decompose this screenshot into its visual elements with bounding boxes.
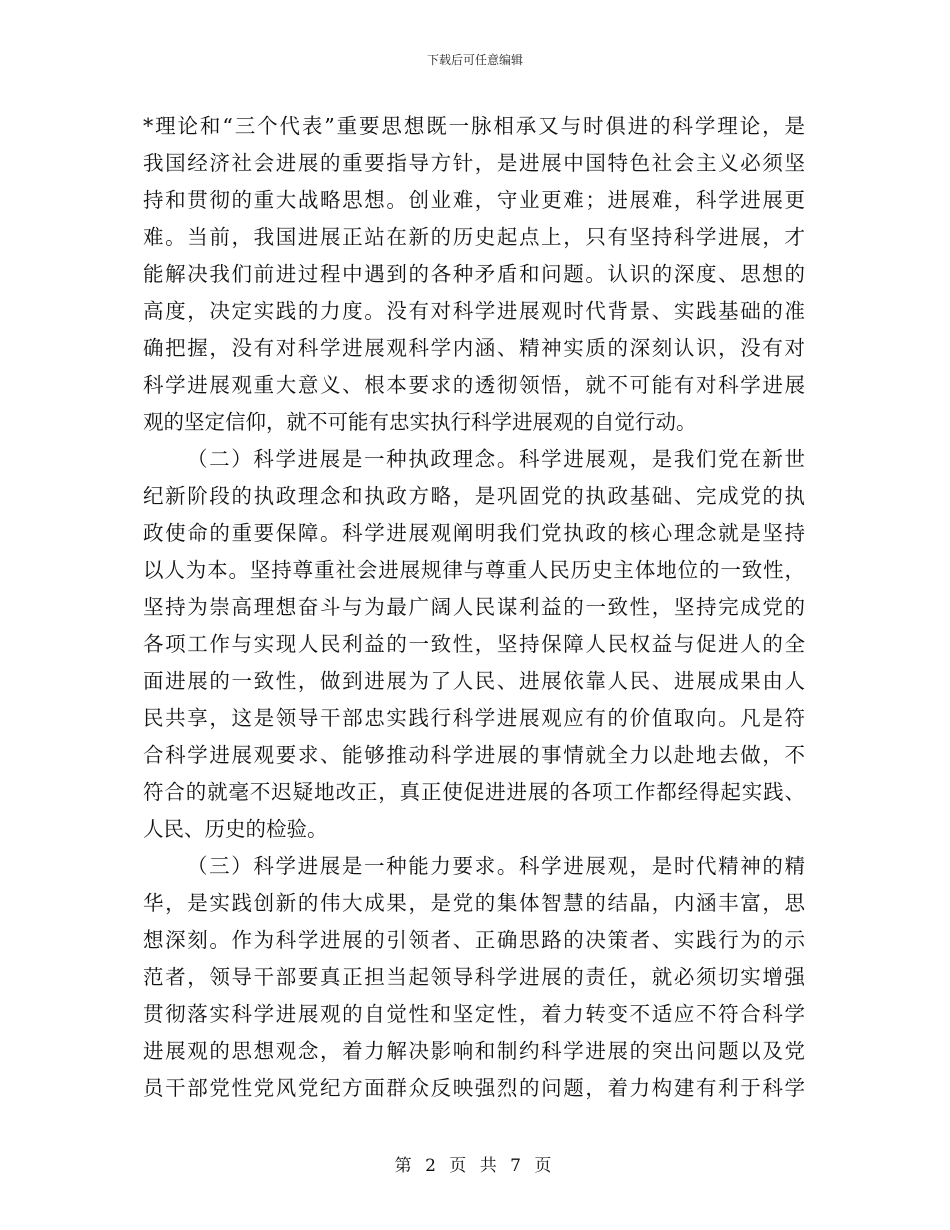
- text-line: 纪新阶段的执政理念和执政方略，是巩固党的执政基础、完成党的执: [143, 484, 805, 508]
- paragraph-start-line: （二）科学进展是一种执政理念。科学进展观，是我们党在新世: [187, 447, 805, 471]
- text-line: 科学进展观重大意义、根本要求的透彻领悟，就不可能有对科学进展: [143, 373, 805, 397]
- text-line: 范者，领导干部要真正担当起领导科学进展的责任，就必须切实增强: [143, 965, 805, 989]
- text-line: *理论和“三个代表”重要思想既一脉相承又与时俱进的科学理论，是: [143, 114, 805, 138]
- document-body: [143, 108, 805, 1107]
- page-number: 第 2 页 共 7 页: [394, 1156, 556, 1176]
- text-line: 确把握，没有对科学进展观科学内涵、精神实质的深刻认识，没有对: [143, 336, 805, 360]
- text-line: 我国经济社会进展的重要指导方针，是进展中国特色社会主义必须坚: [143, 151, 805, 175]
- text-line: 持和贯彻的重大战略思想。创业难，守业更难；进展难，科学进展更: [143, 188, 805, 212]
- text-line: 各项工作与实现人民利益的一致性，坚持保障人民权益与促进人的全: [143, 632, 805, 656]
- text-line: 符合的就毫不迟疑地改正，真正使促进进展的各项工作都经得起实践、: [143, 780, 805, 804]
- text-line: 政使命的重要保障。科学进展观阐明我们党执政的核心理念就是坚持: [143, 521, 805, 545]
- text-line: 观的坚定信仰，就不可能有忠实执行科学进展观的自觉行动。: [143, 410, 697, 434]
- text-line: 以人为本。坚持尊重社会进展规律与尊重人民历史主体地位的一致性，: [143, 558, 805, 582]
- text-line: 进展观的思想观念，着力解决影响和制约科学进展的突出问题以及党: [143, 1039, 805, 1063]
- text-line: 民共享，这是领导干部忠实践行科学进展观应有的价值取向。凡是符: [143, 706, 805, 730]
- paragraph-start-line: （三）科学进展是一种能力要求。科学进展观，是时代精神的精: [187, 854, 805, 878]
- text-line: 能解决我们前进过程中遇到的各种矛盾和问题。认识的深度、思想的: [143, 262, 805, 286]
- text-line: 合科学进展观要求、能够推动科学进展的事情就全力以赴地去做，不: [143, 743, 805, 767]
- text-line: 面进展的一致性，做到进展为了人民、进展依靠人民、进展成果由人: [143, 669, 805, 693]
- text-line: 高度，决定实践的力度。没有对科学进展观时代背景、实践基础的准: [143, 299, 805, 323]
- text-line: 想深刻。作为科学进展的引领者、正确思路的决策者、实践行为的示: [143, 928, 805, 952]
- text-line: 坚持为崇高理想奋斗与为最广阔人民谋利益的一致性，坚持完成党的: [143, 595, 805, 619]
- text-line: 人民、历史的检验。: [143, 817, 328, 841]
- text-line: 难。当前，我国进展正站在新的历史起点上，只有坚持科学进展，才: [143, 225, 805, 249]
- text-line: 华，是实践创新的伟大成果，是党的集体智慧的结晶，内涵丰富，思: [143, 891, 805, 915]
- page-header-note: 下载后可任意编辑: [426, 53, 523, 67]
- text-line: 贯彻落实科学进展观的自觉性和坚定性，着力转变不适应不符合科学: [143, 1002, 805, 1026]
- text-line: 员干部党性党风党纪方面群众反映强烈的问题，着力构建有利于科学: [143, 1076, 805, 1100]
